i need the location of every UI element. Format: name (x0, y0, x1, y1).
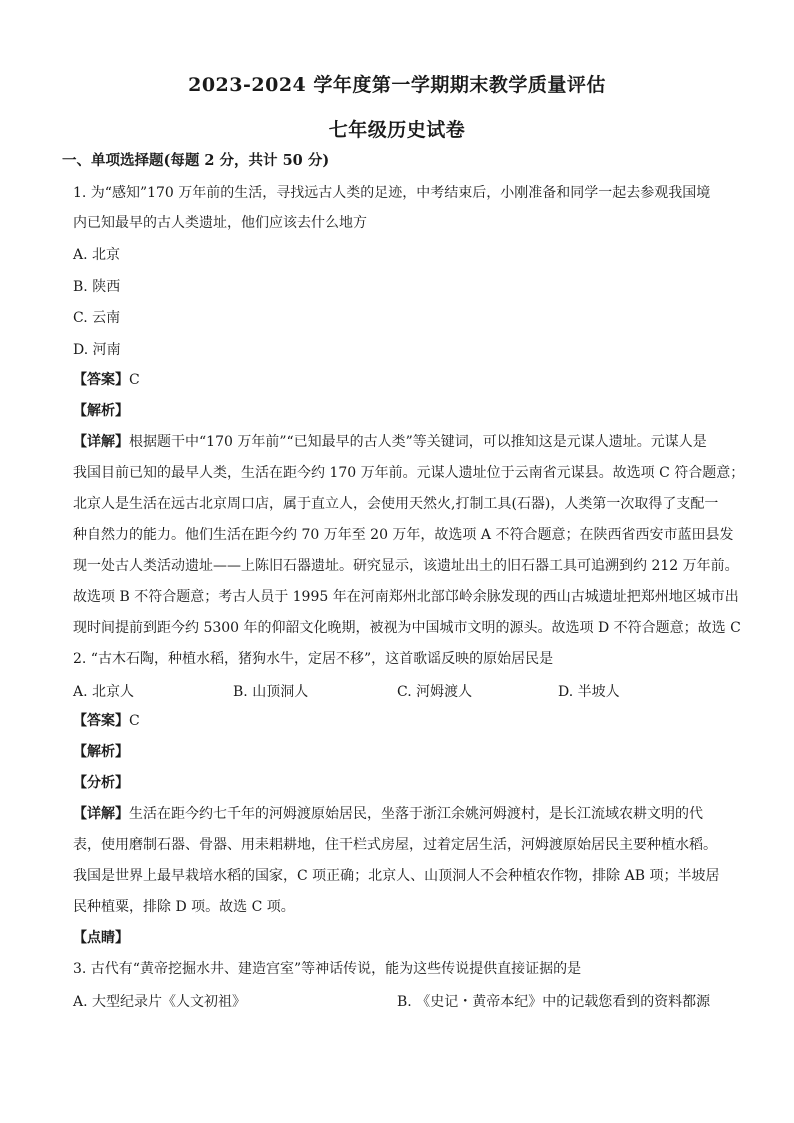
q3-stem: 3. 古代有“黄帝挖掘水井、建造宫室”等神话传说，能为这些传说提供直接证据的是 (73, 961, 582, 977)
answer-tag: 【答案】 (73, 372, 129, 388)
q1-detail-line-2: 我国目前已知的最早人类，生活在距今约 170 万年前。元谋人遗址位于云南省元谋县。故选项 C 符合题意； (73, 465, 745, 481)
q1-detail-line-7: 现时间提前到距今约 5300 年的仰韶文化晚期，被视为中国城市文明的源头。故选项 D 不符合题意；故选 C (73, 620, 741, 636)
q2-option-b: B. 山顶洞人 (233, 684, 309, 700)
answer-value: C (129, 713, 140, 729)
q1-option-c: C. 云南 (73, 310, 121, 326)
q2-stem: 2. “古木石陶，种植水稻，猪狗水牛，定居不移”，这首歌谣反映的原始居民是 (73, 651, 554, 667)
q2-answer (73, 711, 733, 731)
q2-detail-line-4: 民种植粟，排除 D 项。故选 C 项。 (73, 899, 295, 915)
q1-detail-line-4: 种自然力的能力。他们生活在距今约 70 万年至 20 万年，故选项 A 不符合题意；在陕西省西安市蓝田县发 (73, 527, 734, 543)
detail-tag: 【详解】 (73, 434, 129, 450)
q2-analysis-tag: 【解析】 (73, 744, 129, 760)
q1-detail-line-5: 现一处古人类活动遗址——上陈旧石器遗址。研究显示，该遗址出土的旧石器工具可追溯到约 212 万年前。 (73, 558, 739, 574)
q2-dianjing-tag: 【点睛】 (73, 930, 129, 946)
q2-fenxi-tag: 【分析】 (73, 775, 129, 791)
q1-detail-line-1 (73, 432, 733, 452)
answer-tag: 【答案】 (73, 713, 129, 729)
q1-option-a: A. 北京 (73, 247, 121, 263)
q2-detail-line-1 (73, 804, 733, 824)
exam-title: 2023-2024 学年度第一学期期末教学质量评估 (188, 74, 606, 96)
q1-stem-line-2: 内已知最早的古人类遗址，他们应该去什么地方 (73, 215, 367, 231)
q2-detail-line-3: 我国是世界上最早栽培水稻的国家，C 项正确；北京人、山顶洞人不会种植农作物，排除 AB 项；半坡居 (73, 868, 720, 884)
detail-text: 生活在距今约七千年的河姆渡原始居民，坐落于浙江余姚河姆渡村，是长江流域农耕文明的代 (129, 806, 703, 822)
q2-detail-line-2: 表，使用磨制石器、骨器、用耒耜耕地，住干栏式房屋，过着定居生活，河姆渡原始居民主要种植水稻。 (73, 837, 717, 853)
detail-text: 根据题干中“170 万年前”“已知最早的古人类”等关键词，可以推知这是元谋人遗址。元谋人是 (129, 434, 707, 450)
q3-option-b: B. 《史记・黄帝本纪》中的记载您看到的资料都源 (397, 994, 711, 1010)
q2-option-c: C. 河姆渡人 (397, 684, 473, 700)
q3-option-a: A. 大型纪录片《人文初祖》 (73, 994, 247, 1010)
exam-subtitle: 七年级历史试卷 (328, 119, 466, 141)
q1-answer (73, 370, 733, 390)
q1-stem-line-1: 1. 为“感知”170 万年前的生活，寻找远古人类的足迹，中考结束后，小刚准备和同学一起去参观我国境 (73, 185, 711, 201)
q1-detail-line-3: 北京人是生活在远古北京周口店，属于直立人，会使用天然火,打制工具(石器)，人类第一次取得了支配一 (73, 496, 719, 512)
q1-analysis-tag: 【解析】 (73, 403, 129, 419)
answer-value: C (129, 372, 140, 388)
detail-tag: 【详解】 (73, 806, 129, 822)
q1-option-d: D. 河南 (73, 342, 121, 358)
q2-option-d: D. 半坡人 (558, 684, 620, 700)
q1-option-b: B. 陕西 (73, 279, 121, 295)
q1-detail-line-6: 故选项 B 不符合题意；考古人员于 1995 年在河南郑州北部邙岭余脉发现的西山古城遗址把郑州地区城市出 (73, 589, 739, 605)
q2-option-a: A. 北京人 (73, 684, 135, 700)
section-heading: 一、单项选择题(每题 2 分，共计 50 分) (62, 152, 330, 169)
